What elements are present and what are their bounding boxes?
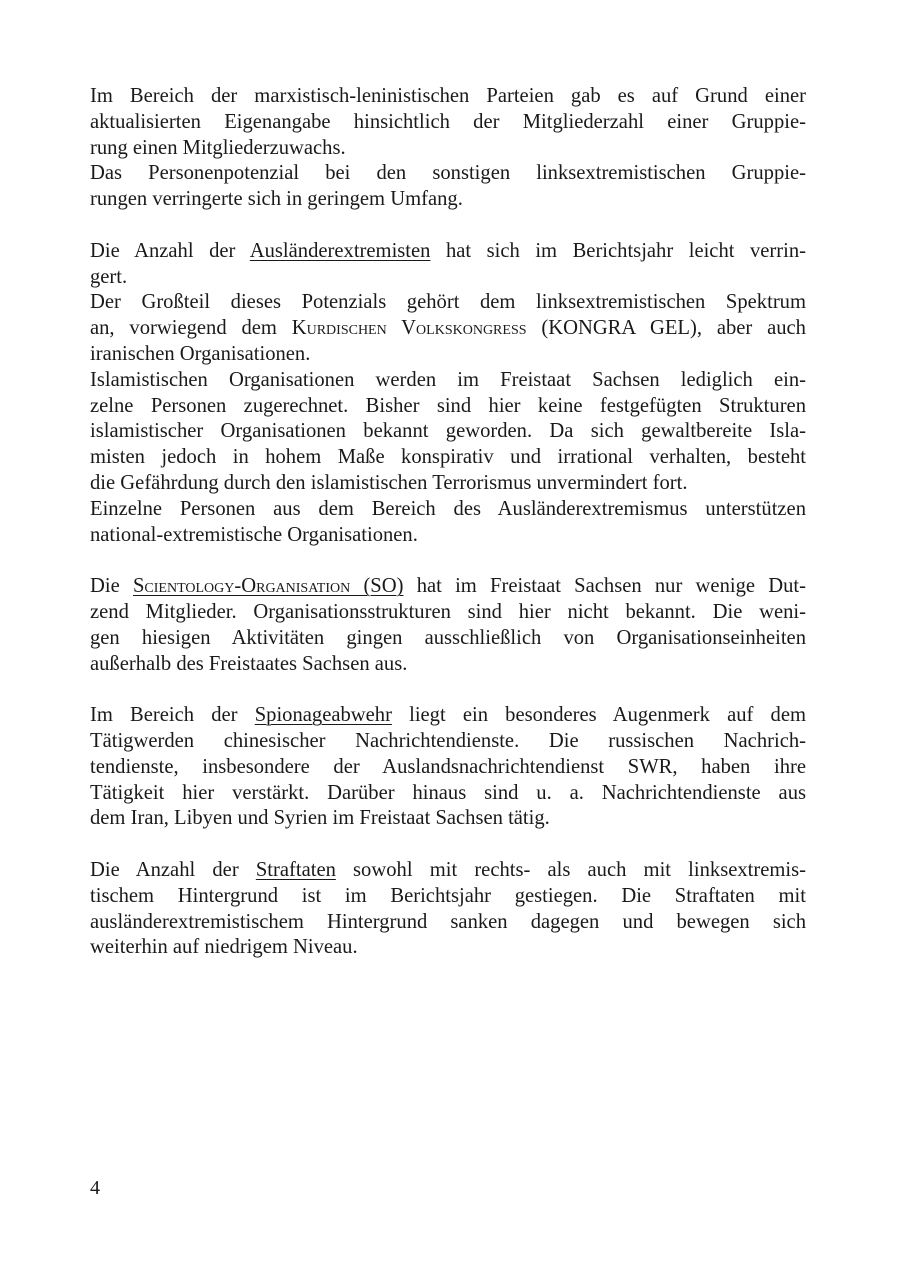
link-scientology-organisation[interactable]: Scientology-Organisation (SO) [132, 575, 404, 598]
text-line: rungen verringerte sich in geringem Umfang. [90, 188, 463, 211]
text-line: misten jedoch in hohem Maße konspirativ und irrational verhalten, besteht [90, 446, 806, 469]
text-line: Islamistischen Organisationen werden im Freistaat Sachsen lediglich ein- [90, 368, 806, 391]
text-line: Die Anzahl der Straftaten sowohl mit rechts- als auch mit linksextremis- [90, 858, 806, 881]
text-line: rung einen Mitgliederzuwachs. [90, 136, 346, 159]
paragraph-counterespionage [90, 703, 806, 832]
text-line: Das Personenpotenzial bei den sonstigen linksextremistischen Gruppie- [90, 162, 806, 185]
text-line: tendienste, insbesondere der Auslandsnachrichtendienst SWR, haben ihre [90, 755, 806, 778]
paragraph-foreigner-extremists [90, 239, 806, 549]
text-line: Im Bereich der marxistisch-leninistischen Parteien gab es auf Grund einer [90, 85, 806, 107]
text-line: Die Anzahl der Ausländerextremisten hat sich im Berichtsjahr leicht verrin- [90, 239, 806, 262]
text-line: weiterhin auf niedrigem Niveau. [90, 936, 358, 959]
text-line: islamistischer Organisationen bekannt geworden. Da sich gewaltbereite Isla- [90, 420, 806, 443]
text-line: außerhalb des Freistaates Sachsen aus. [90, 652, 408, 675]
text-line: zelne Personen zugerechnet. Bisher sind hier keine festgefügten Strukturen [90, 394, 806, 417]
document-body [90, 84, 806, 987]
text-line: Im Bereich der Spionageabwehr liegt ein besonderes Augenmerk auf dem [90, 704, 806, 727]
text-line: aktualisierten Eigenangabe hinsichtlich der Mitgliederzahl einer Gruppie- [90, 110, 806, 133]
text-line: an, vorwiegend dem Kurdischen Volkskongress (KONGRA GEL), aber auch [90, 317, 806, 340]
text-line: Einzelne Personen aus dem Bereich des Ausländerextremismus unterstützen [90, 497, 806, 520]
text-line: Tätigwerden chinesischer Nachrichtendienste. Die russischen Nachrich- [90, 729, 806, 752]
text-line: gert. [90, 265, 128, 288]
text-line: Der Großteil dieses Potenzials gehört dem linksextremistischen Spektrum [90, 291, 806, 314]
link-auslaenderextremisten[interactable]: Ausländerextremisten [249, 239, 431, 262]
paragraph-marxist-parties [90, 84, 806, 213]
paragraph-scientology [90, 574, 806, 677]
text-line: zend Mitglieder. Organisationsstrukturen sind hier nicht bekannt. Die weni- [90, 600, 806, 623]
organisation-name: Kurdischen Volkskongress [291, 317, 527, 340]
text-line: iranischen Organisationen. [90, 342, 311, 365]
text-line: gen hiesigen Aktivitäten gingen ausschließlich von Organisationseinheiten [90, 626, 806, 649]
text-line: dem Iran, Libyen und Syrien im Freistaat Sachsen tätig. [90, 807, 550, 830]
link-straftaten[interactable]: Straftaten [255, 858, 336, 881]
text-line: national-extremistische Organisationen. [90, 523, 418, 546]
text-line: ausländerextremistischem Hintergrund sanken dagegen und bewegen sich [90, 910, 806, 933]
paragraph-offences [90, 858, 806, 961]
page-number: 4 [90, 1177, 100, 1199]
text-line: die Gefährdung durch den islamistischen Terrorismus unvermindert fort. [90, 471, 688, 494]
text-line: Die Scientology-Organisation (SO) hat im Freistaat Sachsen nur wenige Dut- [90, 575, 806, 598]
text-line: Tätigkeit hier verstärkt. Darüber hinaus sind u. a. Nachrichtendienste aus [90, 781, 806, 804]
text-line: tischem Hintergrund ist im Berichtsjahr gestiegen. Die Straftaten mit [90, 884, 806, 907]
link-spionageabwehr[interactable]: Spionageabwehr [254, 704, 392, 727]
